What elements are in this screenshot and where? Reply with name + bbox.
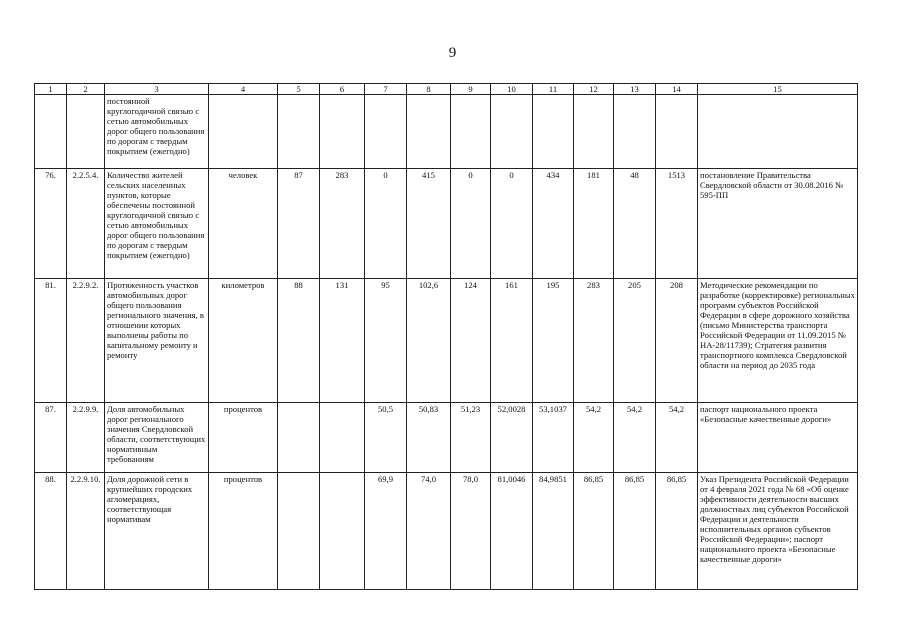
value-cell: 208 xyxy=(656,279,698,403)
table-row xyxy=(35,169,858,279)
table-row xyxy=(35,95,858,169)
source-cell: паспорт национального проекта «Безопасные качественные дороги» xyxy=(698,403,858,473)
indicator-code-cell: 2.2.9.10. xyxy=(67,473,105,590)
value-cell: 53,1037 xyxy=(533,403,574,473)
row-number-cell: 81. xyxy=(35,279,67,403)
column-number-cell: 1 xyxy=(35,84,67,95)
column-number-cell: 13 xyxy=(614,84,656,95)
indicator-code-cell: 2.2.5.4. xyxy=(67,169,105,279)
column-number-cell: 6 xyxy=(320,84,365,95)
value-cell xyxy=(451,95,491,169)
column-number-row xyxy=(35,84,858,95)
column-number-cell: 8 xyxy=(407,84,451,95)
value-cell: 283 xyxy=(574,279,614,403)
indicator-code-cell: 2.2.9.2. xyxy=(67,279,105,403)
value-cell: 131 xyxy=(320,279,365,403)
value-cell xyxy=(320,403,365,473)
value-cell: 86,85 xyxy=(574,473,614,590)
value-cell: 205 xyxy=(614,279,656,403)
column-number-cell: 12 xyxy=(574,84,614,95)
unit-cell: процентов xyxy=(209,473,278,590)
value-cell xyxy=(614,95,656,169)
value-cell: 195 xyxy=(533,279,574,403)
value-cell: 54,2 xyxy=(614,403,656,473)
value-cell: 50,83 xyxy=(407,403,451,473)
column-number-cell: 14 xyxy=(656,84,698,95)
value-cell: 52,0028 xyxy=(491,403,533,473)
value-cell xyxy=(278,95,320,169)
value-cell: 0 xyxy=(491,169,533,279)
column-number-cell: 5 xyxy=(278,84,320,95)
table-row xyxy=(35,279,858,403)
unit-cell: километров xyxy=(209,279,278,403)
value-cell xyxy=(656,95,698,169)
source-cell xyxy=(698,95,858,169)
unit-cell: процентов xyxy=(209,403,278,473)
page-number: 9 xyxy=(448,45,457,61)
source-cell: Указ Президента Российской Федерации от 4 февраля 2021 года № 68 «Об оценке эффективности деятельности высших должностных лиц субъектов Российской Федерации и деятельности исполнительных органов субъектов Российской Федерации»; паспорт национального проекта «Безопасные качественные дороги» xyxy=(698,473,858,590)
value-cell: 86,85 xyxy=(656,473,698,590)
unit-cell: человек xyxy=(209,169,278,279)
indicator-name-cell: Протяженность участков автомобильных дорог общего пользования регионального значения, в отношении которых выполнены работы по капитальному ремонту и ремонту xyxy=(105,279,209,403)
column-number-cell: 15 xyxy=(698,84,858,95)
value-cell xyxy=(278,473,320,590)
value-cell: 69,9 xyxy=(365,473,407,590)
value-cell: 434 xyxy=(533,169,574,279)
value-cell: 124 xyxy=(451,279,491,403)
row-number-cell: 88. xyxy=(35,473,67,590)
value-cell xyxy=(320,95,365,169)
column-number-cell: 7 xyxy=(365,84,407,95)
value-cell: 84,9851 xyxy=(533,473,574,590)
value-cell: 74,0 xyxy=(407,473,451,590)
value-cell xyxy=(278,403,320,473)
value-cell: 78,0 xyxy=(451,473,491,590)
source-cell: Методические рекомендации по разработке (корректировке) региональных программ субъектов Российской Федерации в сфере дорожного хозяйства (письмо Министерства транспорта Российской Федерации от 11.09.2015 № НА-28/11739); Стратегия развития транспортного комплекса Свердловской области на период до 2035 года xyxy=(698,279,858,403)
column-number-cell: 11 xyxy=(533,84,574,95)
value-cell: 0 xyxy=(451,169,491,279)
value-cell xyxy=(407,95,451,169)
value-cell: 161 xyxy=(491,279,533,403)
value-cell xyxy=(491,95,533,169)
value-cell xyxy=(574,95,614,169)
value-cell: 95 xyxy=(365,279,407,403)
column-number-cell: 2 xyxy=(67,84,105,95)
value-cell: 87 xyxy=(278,169,320,279)
value-cell: 88 xyxy=(278,279,320,403)
indicator-name-cell: Количество жителей сельских населенных пунктов, которые обеспечены постоянной круглогодичной связью с сетью автомобильных дорог общего пользования по дорогам с твердым покрытием (ежегодно) xyxy=(105,169,209,279)
source-cell: постановление Правительства Свердловской области от 30.08.2016 № 595-ПП xyxy=(698,169,858,279)
value-cell: 102,6 xyxy=(407,279,451,403)
value-cell: 0 xyxy=(365,169,407,279)
column-number-cell: 4 xyxy=(209,84,278,95)
value-cell: 54,2 xyxy=(574,403,614,473)
value-cell: 48 xyxy=(614,169,656,279)
indicator-name-cell: Доля автомобильных дорог регионального значения Свердловской области, соответствующих нормативным требованиям xyxy=(105,403,209,473)
row-number-cell: 76. xyxy=(35,169,67,279)
indicators-table xyxy=(34,83,858,590)
table-row xyxy=(35,403,858,473)
value-cell: 181 xyxy=(574,169,614,279)
value-cell xyxy=(533,95,574,169)
indicator-code-cell: 2.2.9.9. xyxy=(67,403,105,473)
value-cell: 86,85 xyxy=(614,473,656,590)
value-cell: 415 xyxy=(407,169,451,279)
indicator-name-cell: Доля дорожной сети в крупнейших городских агломерациях, соответствующая нормативам xyxy=(105,473,209,590)
unit-cell xyxy=(209,95,278,169)
value-cell: 51,23 xyxy=(451,403,491,473)
value-cell xyxy=(320,473,365,590)
row-number-cell: 87. xyxy=(35,403,67,473)
column-number-cell: 9 xyxy=(451,84,491,95)
value-cell: 50,5 xyxy=(365,403,407,473)
value-cell xyxy=(365,95,407,169)
value-cell: 81,0046 xyxy=(491,473,533,590)
value-cell: 283 xyxy=(320,169,365,279)
row-number-cell xyxy=(35,95,67,169)
table-row xyxy=(35,473,858,590)
value-cell: 1513 xyxy=(656,169,698,279)
column-number-cell: 3 xyxy=(105,84,209,95)
column-number-cell: 10 xyxy=(491,84,533,95)
indicator-name-cell: постоянной круглогодичной связью с сетью автомобильных дорог общего пользования по дорогам с твердым покрытием (ежегодно) xyxy=(105,95,209,169)
indicator-code-cell xyxy=(67,95,105,169)
value-cell: 54,2 xyxy=(656,403,698,473)
